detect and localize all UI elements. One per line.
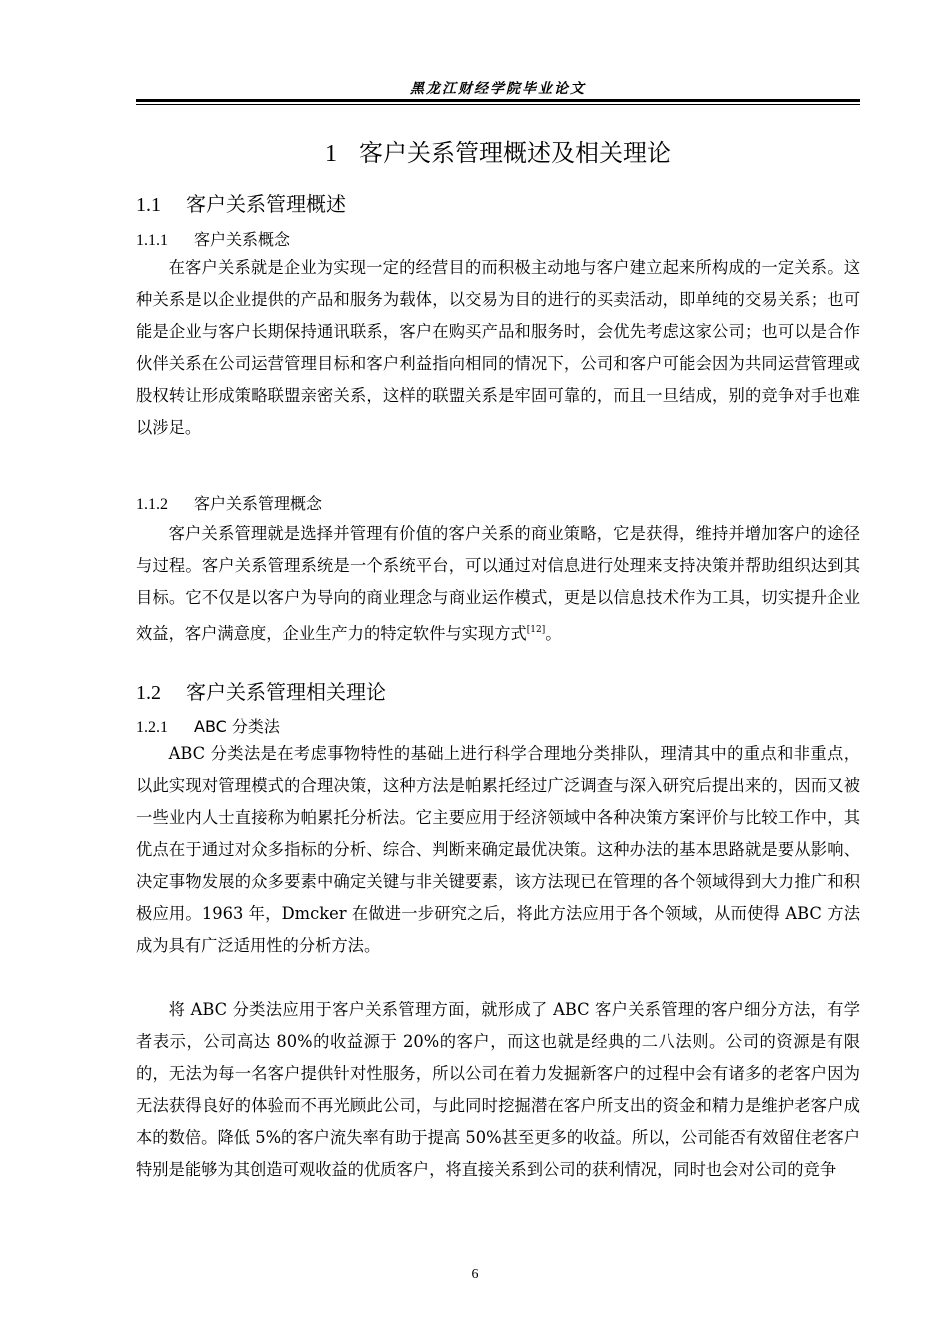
citation-marker: [12]: [526, 625, 546, 635]
section-number: 1.1: [136, 194, 161, 216]
section-number: 1.2: [136, 682, 161, 704]
subsection-heading-1-1-1: [136, 227, 290, 250]
section-title: 客户关系管理概述: [186, 192, 346, 216]
subsection-number: 1.1.2: [136, 496, 168, 513]
paragraph-text: 客户关系管理就是选择并管理有价值的客户关系的商业策略，它是获得，维持并增加客户的途径与过程。客户关系管理系统是一个系统平台，可以通过对信息进行处理来支持决策并帮助组织达到其目标。它不仅是以客户为导向的商业理念与商业运作模式，更是以信息技术作为工具，切实提升企业效益，客户满意度，企业生产力的特定软件与实现方式: [136, 524, 860, 643]
section-heading-1-1: [136, 188, 346, 217]
header-rule-thin: [136, 104, 860, 105]
subsection-title: 客户关系概念: [194, 230, 291, 249]
chapter-title: [136, 133, 860, 168]
chapter-number: 1: [325, 141, 337, 167]
subsection-number: 1.2.1: [136, 719, 168, 736]
header-rule-thick: [136, 99, 860, 102]
paragraph-end: 。: [545, 624, 562, 643]
running-header: 黑龙江财经学院毕业论文: [410, 81, 586, 97]
section-heading-1-2: [136, 676, 386, 705]
paragraph-abc-crm: 将 ABC 分类法应用于客户关系管理方面，就形成了 ABC 客户关系管理的客户细分方法，有学者表示，公司高达 80%的收益源于 20%的客户，而这也就是经典的二八法则。公司的资源是有限的，无法为每一名客户提供针对性服务，所以公司在着力发掘新客户的过程中会有诸多的老客户因为无法获得良好的体验而不再光顾此公司，与此同时挖掘潜在客户所支出的资金和精力是维护老客户成本的数倍。降低 5%的客户流失率有助于提高 50%甚至更多的收益。所以，公司能否有效留住老客户特别是能够为其创造可观收益的优质客户，将直接关系到公司的获利情况，同时也会对公司的竞争: [136, 1000, 860, 1179]
paragraph-crm-concept: [136, 518, 860, 650]
paragraph-customer-relationship: 在客户关系就是企业为实现一定的经营目的而积极主动地与客户建立起来所构成的一定关系。这种关系是以企业提供的产品和服务为载体，以交易为目的进行的买卖活动，即单纯的交易关系；也可能是企业与客户长期保持通讯联系，客户在购买产品和服务时，会优先考虑这家公司；也可以是合作伙伴关系在公司运营管理目标和客户利益指向相同的情况下，公司和客户可能会因为共同运营管理或股权转让形成策略联盟亲密关系，这样的联盟关系是牢固可靠的，而且一旦结成，别的竞争对手也难以涉足。: [136, 258, 860, 437]
section-title: 客户关系管理相关理论: [186, 680, 386, 704]
chapter-title-text: 客户关系管理概述及相关理论: [359, 139, 671, 167]
paragraph-abc-method: ABC 分类法是在考虑事物特性的基础上进行科学合理地分类排队，理清其中的重点和非重点，以此实现对管理模式的合理决策，这种方法是帕累托经过广泛调查与深入研究后提出来的，因而又被一些业内人士直接称为帕累托分析法。它主要应用于经济领域中各种决策方案评价与比较工作中，其优点在于通过对众多指标的分析、综合、判断来确定最优决策。这种办法的基本思路就是要从影响、决定事物发展的众多要素中确定关键与非关键要素，该方法现已在管理的各个领域得到大力推广和积极应用。1963 年，Dmcker 在做进一步研究之后，将此方法应用于各个领域，从而使得 ABC 方法成为具有广泛适用性的分析方法。: [136, 744, 860, 955]
subsection-title: ABC 分类法: [194, 717, 280, 736]
subsection-number: 1.1.1: [136, 232, 168, 249]
page-number: 6: [471, 1267, 479, 1282]
subsection-heading-1-2-1: [136, 714, 280, 737]
subsection-title: 客户关系管理概念: [194, 494, 323, 513]
subsection-heading-1-1-2: [136, 491, 322, 514]
